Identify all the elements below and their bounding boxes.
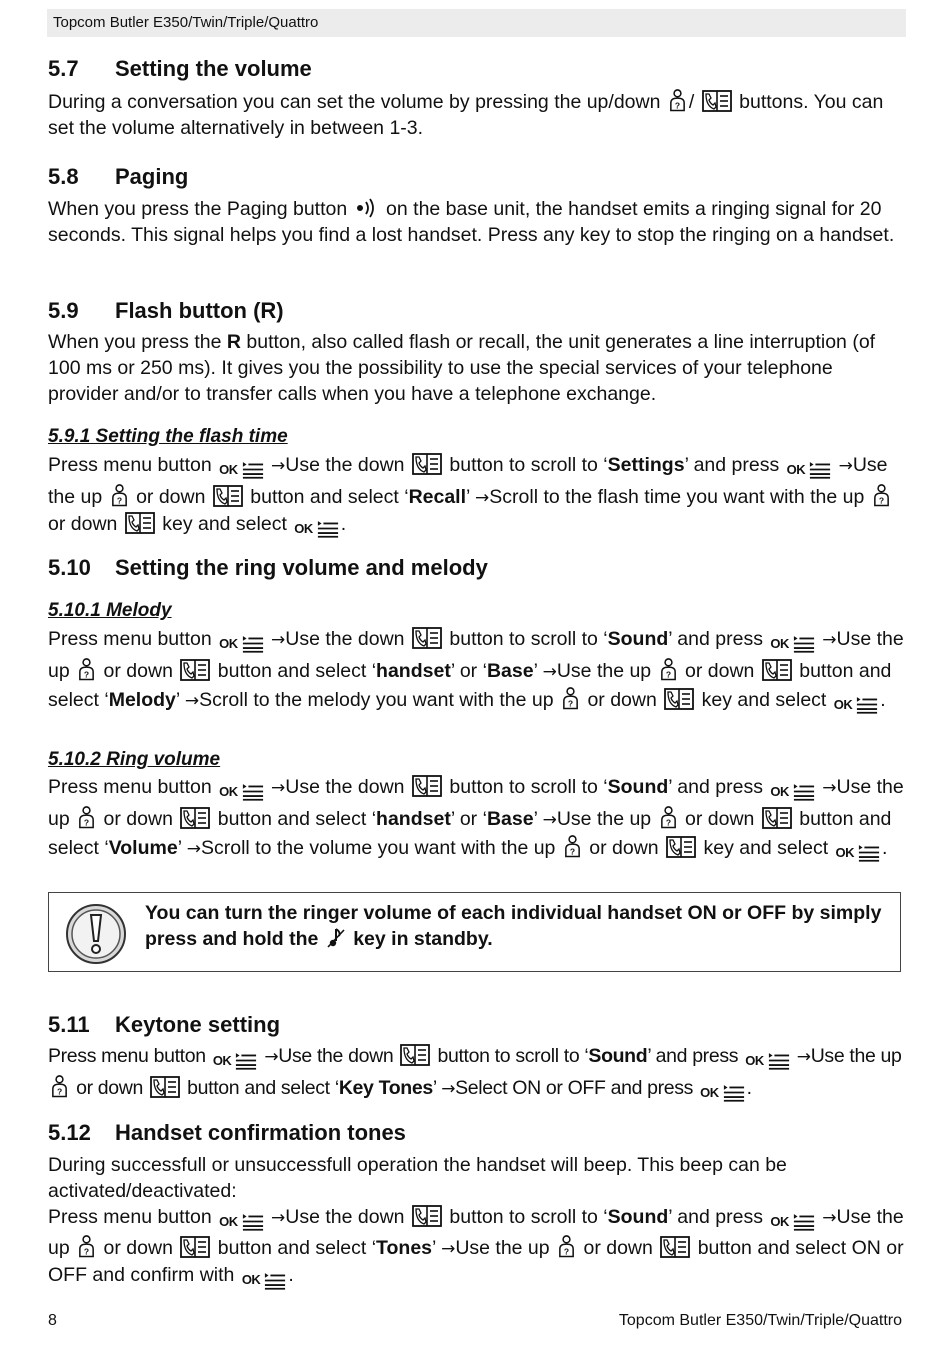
phonebook-down-icon (180, 659, 210, 681)
text-span: During a conversation you can set the volume by pressing the up/down (48, 91, 661, 113)
text-span: handset (376, 807, 451, 830)
text-span: the up (849, 1045, 902, 1067)
text-span: ’ or ‘ (450, 807, 487, 830)
handset-up-icon (668, 88, 687, 112)
ok-menu-icon (219, 779, 264, 805)
ok-label: OK (700, 1084, 719, 1100)
paragraph-volume (48, 88, 904, 142)
ok-menu-icon (787, 457, 832, 483)
text-span: ’ (466, 485, 470, 508)
text-span: Volume (108, 836, 178, 859)
text-span: Sound (588, 1045, 648, 1067)
text-span: ’ and press (668, 776, 763, 798)
text-span: or down (587, 688, 657, 711)
ok-menu-icon (242, 1267, 287, 1293)
ok-menu-icon (219, 1209, 264, 1235)
phonebook-down-icon (180, 1236, 210, 1258)
phonebook-down-icon (660, 1236, 690, 1258)
paragraph-confirmation (48, 1153, 904, 1293)
arrow-glyph: → (441, 1239, 456, 1260)
phonebook-down-icon (213, 485, 243, 507)
ok-menu-icon (836, 840, 881, 866)
text-span: Key Tones (338, 1076, 433, 1099)
arrow-glyph: → (271, 630, 286, 650)
arrow-glyph: → (184, 690, 200, 711)
text-span: Use (810, 1045, 845, 1067)
section-heading-5-10 (48, 555, 488, 581)
text-span: button to scroll to ‘ (449, 776, 608, 798)
text-span: Press menu button (48, 1045, 206, 1067)
ok-menu-icon (770, 779, 815, 805)
ok-label: OK (219, 784, 238, 799)
text-span: button to scroll to ‘ (449, 454, 608, 476)
ok-label: OK (219, 636, 238, 651)
section-title: Flash button (R) (115, 298, 284, 323)
phonebook-down-icon (762, 659, 792, 681)
section-number: 5.9 (48, 298, 79, 323)
ok-label: OK (770, 636, 789, 651)
text-span: ’ (432, 1076, 437, 1099)
text-span: Select ON or OFF and press (455, 1076, 694, 1099)
arrow-glyph: → (822, 778, 837, 798)
text-span: Recall (408, 485, 467, 508)
page-number: 8 (48, 1312, 57, 1329)
text-span: Press menu button (48, 1205, 212, 1228)
text-span: or down (136, 485, 206, 508)
footer-title: Topcom Butler E350/Twin/Triple/Quattro (618, 1312, 902, 1329)
subsection-heading-5-9-1: 5.9.1 Setting the flash time (48, 426, 288, 447)
text-span: Scroll to the melody you want with the up (199, 688, 554, 711)
text-span: or down (589, 836, 659, 859)
section-title: Handset confirmation tones (115, 1120, 406, 1145)
text-span: Press menu button (48, 628, 212, 650)
text-span: Sound (607, 776, 669, 798)
text-span: Settings (607, 454, 685, 476)
ok-label: OK (294, 520, 313, 536)
text-span: Base (486, 807, 534, 830)
ok-label: OK (835, 844, 855, 860)
text-span: Base (486, 659, 534, 682)
ok-menu-icon (834, 692, 879, 718)
ok-label: OK (212, 1053, 232, 1068)
text-span: . (882, 836, 888, 859)
text-span: button to scroll to ‘ (437, 1045, 589, 1067)
paragraph-paging (48, 197, 904, 249)
text-span: Use the up (556, 807, 652, 830)
arrow-glyph: → (475, 487, 490, 508)
text-span: / (688, 91, 695, 113)
text-span: button and select ‘ (187, 1076, 339, 1099)
section-number: 5.10 (48, 555, 91, 580)
text-span: During successfull or unsuccessfull operation the handset will beep. This beep can be activated/deactivated: (48, 1154, 787, 1202)
paragraph-melody (48, 627, 904, 717)
arrow-glyph: → (542, 661, 557, 682)
text-span: . (288, 1264, 294, 1287)
ok-menu-icon (745, 1048, 790, 1074)
text-span: buttons. You can set the volume alternatively in between 1-3. (48, 91, 884, 139)
ok-menu-icon (770, 631, 815, 657)
text-span: ’ (175, 688, 180, 711)
text-span: ’ and press (668, 1205, 763, 1228)
text-span: key in standby. (353, 927, 493, 950)
ok-menu-icon (770, 1209, 815, 1235)
text-span: button to scroll to ‘ (449, 628, 608, 650)
section-heading-5-8 (48, 164, 188, 190)
text-span: Use the down (285, 454, 405, 476)
handset-up-icon (557, 1234, 576, 1258)
phonebook-down-icon (762, 807, 792, 829)
text-span: or down (103, 1237, 173, 1260)
text-span: When you press the (48, 331, 222, 353)
text-span: ’ or ‘ (450, 659, 487, 682)
text-span: Scroll to the flash time you want with the up (489, 485, 865, 508)
text-span: When you press the Paging button (48, 198, 348, 220)
note-text (145, 901, 885, 953)
handset-up-icon (77, 657, 96, 681)
handset-up-icon (110, 483, 129, 507)
text-span: key and select (162, 512, 287, 535)
section-title: Setting the volume (115, 56, 312, 81)
section-number: 5.7 (48, 56, 79, 81)
text-span: button and select ‘ (217, 1237, 377, 1260)
text-span: ’ (533, 807, 538, 830)
arrow-glyph: → (186, 838, 201, 859)
phonebook-down-icon (664, 688, 694, 710)
phonebook-down-icon (150, 1076, 180, 1098)
handset-up-icon (659, 657, 678, 681)
text-span: or down (685, 659, 755, 682)
text-span: ’ and press (647, 1045, 739, 1067)
ok-label: OK (786, 462, 806, 477)
text-span: Use the up (48, 776, 904, 830)
text-span: button and select ‘ (217, 659, 377, 682)
text-span: button and select ‘ (250, 485, 409, 508)
text-span: and select ON or OFF and confirm with (48, 1237, 904, 1287)
phonebook-down-icon (702, 90, 732, 112)
arrow-glyph: → (542, 809, 557, 830)
handset-up-icon (659, 805, 678, 829)
text-span: Use the up (556, 659, 652, 682)
ok-menu-icon (219, 457, 264, 483)
text-span: button and select ‘ (217, 807, 377, 830)
page-header: Topcom Butler E350/Twin/Triple/Quattro (47, 9, 906, 37)
handset-up-icon (50, 1074, 69, 1098)
text-span: or down (583, 1237, 653, 1260)
text-span: button (697, 1237, 752, 1260)
phonebook-down-icon (666, 836, 696, 858)
text-span: ’ (177, 836, 182, 859)
text-span: button and select ‘ (48, 807, 892, 859)
text-span: Use the up (48, 628, 904, 682)
arrow-glyph: → (822, 1207, 837, 1228)
text-span: button, also called flash or recall, the unit generates a line interruption (of 100 ms or 250 ms). It gives you the possibility to use the special services of your telephone provider and/or to transfer calls when you have a telephone exchange. (48, 331, 876, 405)
ok-menu-icon (700, 1080, 745, 1106)
section-title: Paging (115, 164, 189, 189)
text-span: . (880, 688, 886, 711)
text-span: ’ and press (668, 628, 763, 650)
section-heading-5-9 (48, 298, 284, 324)
section-title: Keytone setting (115, 1012, 281, 1037)
ok-label: OK (770, 1213, 789, 1229)
text-span: Use the up (48, 454, 888, 508)
section-title: Setting the ring volume and melody (115, 555, 488, 580)
handset-up-icon (77, 805, 96, 829)
handset-up-icon (77, 1234, 96, 1258)
ok-menu-icon (294, 516, 339, 542)
text-span: or down (48, 512, 118, 535)
text-span: button to scroll to ‘ (449, 1205, 608, 1228)
text-span: Sound (607, 628, 669, 650)
handset-up-icon (872, 483, 891, 507)
paragraph-flash-time (48, 453, 904, 541)
text-span: Press menu button (48, 454, 212, 476)
text-span: Use the down (285, 628, 405, 650)
text-span: Melody (108, 688, 176, 711)
ok-label: OK (745, 1053, 764, 1068)
ok-label: OK (833, 696, 853, 712)
text-span: or down (103, 659, 173, 682)
text-span: Sound (607, 1205, 669, 1228)
text-span: or down (76, 1076, 144, 1099)
phonebook-down-icon (400, 1044, 430, 1066)
text-span: or down (103, 807, 173, 830)
text-span: Use the up (48, 1205, 904, 1260)
text-span: You can turn the ringer volume of each individual handset ON or OFF by simply press and hold the (145, 902, 882, 950)
ok-menu-icon (213, 1048, 258, 1074)
phonebook-down-icon (412, 453, 442, 475)
section-number: 5.8 (48, 164, 79, 189)
note-box (48, 892, 901, 972)
phonebook-down-icon (125, 512, 155, 534)
text-span: Use the up (455, 1237, 550, 1260)
arrow-glyph: → (271, 1207, 286, 1228)
text-span: ’ and press (684, 454, 780, 476)
arrow-glyph: → (271, 778, 286, 798)
text-span: . (340, 512, 347, 535)
text-span: Use the down (278, 1045, 394, 1067)
subsection-heading-5-10-2: 5.10.2 Ring volume (48, 749, 221, 770)
paging-icon (355, 197, 379, 219)
ok-label: OK (241, 1272, 261, 1288)
text-span: Tones (376, 1237, 433, 1260)
section-number: 5.11 (48, 1012, 90, 1037)
paragraph-ring-volume (48, 775, 904, 865)
bell-off-icon (326, 927, 346, 949)
phonebook-down-icon (412, 627, 442, 649)
ok-label: OK (770, 784, 789, 799)
handset-up-icon (563, 834, 582, 858)
phonebook-down-icon (412, 775, 442, 797)
handset-up-icon (561, 686, 580, 710)
paragraph-flash (48, 330, 904, 407)
exclamation-icon (65, 903, 127, 965)
text-span: button and select ‘ (48, 659, 892, 711)
ok-menu-icon (219, 631, 264, 657)
section-number: 5.12 (48, 1120, 91, 1145)
arrow-glyph: → (822, 630, 837, 650)
text-span: on the base unit, the handset emits a ringing signal for 20 seconds. This signal helps you find a lost handset. Press any key to stop the ringing on a handset. (48, 198, 895, 246)
ok-label: OK (219, 1213, 238, 1229)
text-span: Use the down (285, 1205, 405, 1228)
section-heading-5-11 (48, 1012, 280, 1038)
phonebook-down-icon (180, 807, 210, 829)
text-span: ’ (533, 659, 538, 682)
phonebook-down-icon (412, 1205, 442, 1227)
section-heading-5-7 (48, 56, 312, 82)
text-span: ’ (432, 1237, 436, 1260)
text-span: handset (376, 659, 451, 682)
text-span: Use the down (285, 776, 405, 798)
paragraph-keytone (48, 1044, 904, 1106)
arrow-glyph: → (838, 456, 853, 476)
text-span: . (746, 1076, 752, 1099)
text-span: key and select (703, 836, 829, 859)
arrow-glyph: → (264, 1047, 279, 1067)
arrow-glyph: → (271, 456, 286, 476)
r-key-label: R (226, 331, 241, 353)
text-span: or down (685, 807, 755, 830)
section-heading-5-12 (48, 1120, 406, 1146)
arrow-glyph: → (441, 1078, 456, 1099)
text-span: Press menu button (48, 776, 212, 798)
text-span: Scroll to the volume you want with the up (200, 836, 556, 859)
subsection-heading-5-10-1: 5.10.1 Melody (48, 600, 172, 621)
arrow-glyph: → (796, 1047, 811, 1067)
ok-label: OK (219, 462, 238, 477)
text-span: key and select (701, 688, 827, 711)
